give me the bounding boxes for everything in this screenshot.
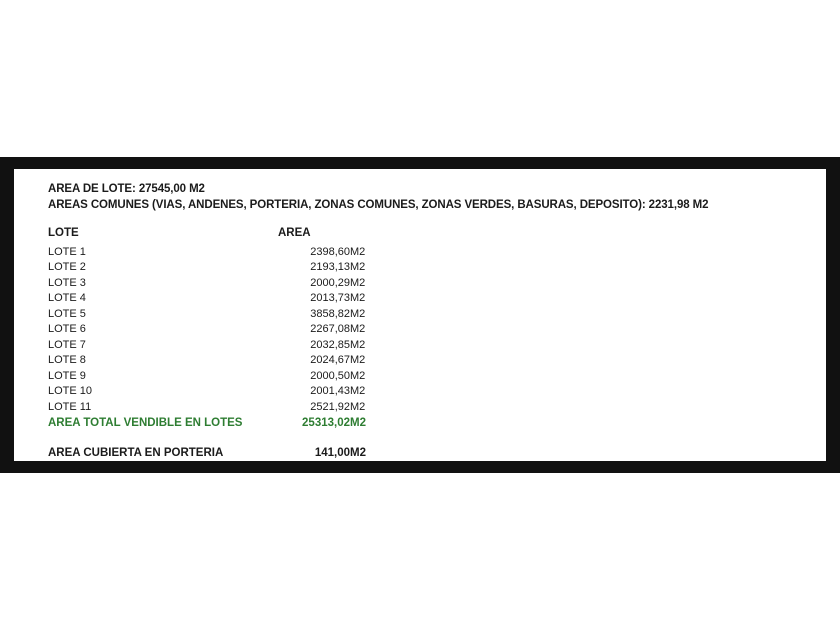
row-area: 2013,73 bbox=[310, 292, 350, 304]
table-covered-row bbox=[48, 446, 388, 462]
table-row bbox=[48, 307, 388, 323]
row-area: 2032,85 bbox=[310, 338, 350, 351]
table-row bbox=[48, 353, 388, 369]
covered-label: AREA CUBIERTA EN PORTERIA bbox=[48, 446, 224, 459]
total-area: 25313,02 bbox=[302, 417, 350, 429]
row-label: LOTE 6 bbox=[48, 323, 86, 335]
row-unit: M2 bbox=[350, 385, 366, 397]
letterbox-band-left bbox=[0, 157, 14, 473]
row-unit: M2 bbox=[350, 369, 366, 382]
row-area: 2398,60 bbox=[310, 245, 350, 258]
row-label: LOTE 8 bbox=[48, 354, 86, 366]
column-header-unit bbox=[350, 226, 388, 245]
total-unit: M2 bbox=[350, 417, 366, 429]
spacer-cell bbox=[350, 432, 388, 446]
total-label: AREA TOTAL VENDIBLE EN LOTES bbox=[48, 417, 243, 429]
table-row bbox=[48, 245, 388, 261]
areas-comunes-line: AREAS COMUNES (VIAS, ANDENES, PORTERIA, ZONAS COMUNES, ZONAS VERDES, BASURAS, DEPOSITO): 2231,98 M2 bbox=[48, 199, 709, 211]
table-row bbox=[48, 338, 388, 354]
row-label: LOTE 10 bbox=[48, 385, 93, 397]
row-label: LOTE 2 bbox=[48, 261, 86, 273]
row-unit: M2 bbox=[350, 354, 366, 366]
row-label: LOTE 9 bbox=[48, 369, 86, 382]
covered-area: 141,00 bbox=[314, 446, 350, 459]
lote-area-table bbox=[48, 226, 388, 461]
row-unit: M2 bbox=[350, 276, 366, 289]
row-unit: M2 bbox=[350, 323, 366, 335]
row-label: LOTE 11 bbox=[48, 400, 92, 413]
row-label: LOTE 4 bbox=[48, 292, 86, 304]
table-header-row bbox=[48, 226, 388, 245]
row-area: 3858,82 bbox=[310, 307, 350, 320]
table-row bbox=[48, 260, 388, 276]
table-row bbox=[48, 400, 388, 416]
table-row bbox=[48, 322, 388, 338]
row-area: 2024,67 bbox=[310, 354, 350, 366]
area-de-lote-line: AREA DE LOTE: 27545,00 M2 bbox=[48, 183, 205, 195]
row-label: LOTE 7 bbox=[48, 338, 86, 351]
row-unit: M2 bbox=[350, 307, 366, 320]
table-row bbox=[48, 384, 388, 400]
row-unit: M2 bbox=[350, 261, 366, 273]
table-spacer-row bbox=[48, 432, 388, 446]
table-body bbox=[48, 245, 388, 462]
document-content bbox=[48, 181, 748, 461]
table-head bbox=[48, 226, 388, 245]
row-area: 2521,92 bbox=[310, 400, 350, 413]
row-label: LOTE 1 bbox=[48, 245, 86, 258]
document-image bbox=[0, 157, 840, 473]
row-label: LOTE 5 bbox=[48, 307, 86, 320]
row-unit: M2 bbox=[350, 338, 366, 351]
row-area: 2193,13 bbox=[310, 261, 350, 273]
letterbox-band-top bbox=[0, 157, 840, 169]
column-header-lote: LOTE bbox=[48, 227, 79, 239]
row-area: 2267,08 bbox=[310, 323, 350, 335]
row-area: 2001,43 bbox=[310, 385, 350, 397]
row-area: 2000,29 bbox=[310, 276, 350, 289]
spacer-cell bbox=[48, 432, 278, 446]
row-unit: M2 bbox=[350, 400, 366, 413]
table-row bbox=[48, 369, 388, 385]
table-row bbox=[48, 276, 388, 292]
document-sheet bbox=[14, 169, 826, 461]
letterbox-band-right bbox=[826, 157, 840, 473]
covered-unit: M2 bbox=[350, 446, 366, 459]
spacer-cell bbox=[278, 432, 350, 446]
letterbox-band-bottom bbox=[0, 461, 840, 473]
table-row bbox=[48, 291, 388, 307]
row-area: 2000,50 bbox=[310, 369, 350, 382]
column-header-area: AREA bbox=[278, 227, 311, 239]
row-unit: M2 bbox=[350, 245, 366, 258]
row-label: LOTE 3 bbox=[48, 276, 86, 289]
table-total-row bbox=[48, 415, 388, 432]
row-unit: M2 bbox=[350, 292, 366, 304]
